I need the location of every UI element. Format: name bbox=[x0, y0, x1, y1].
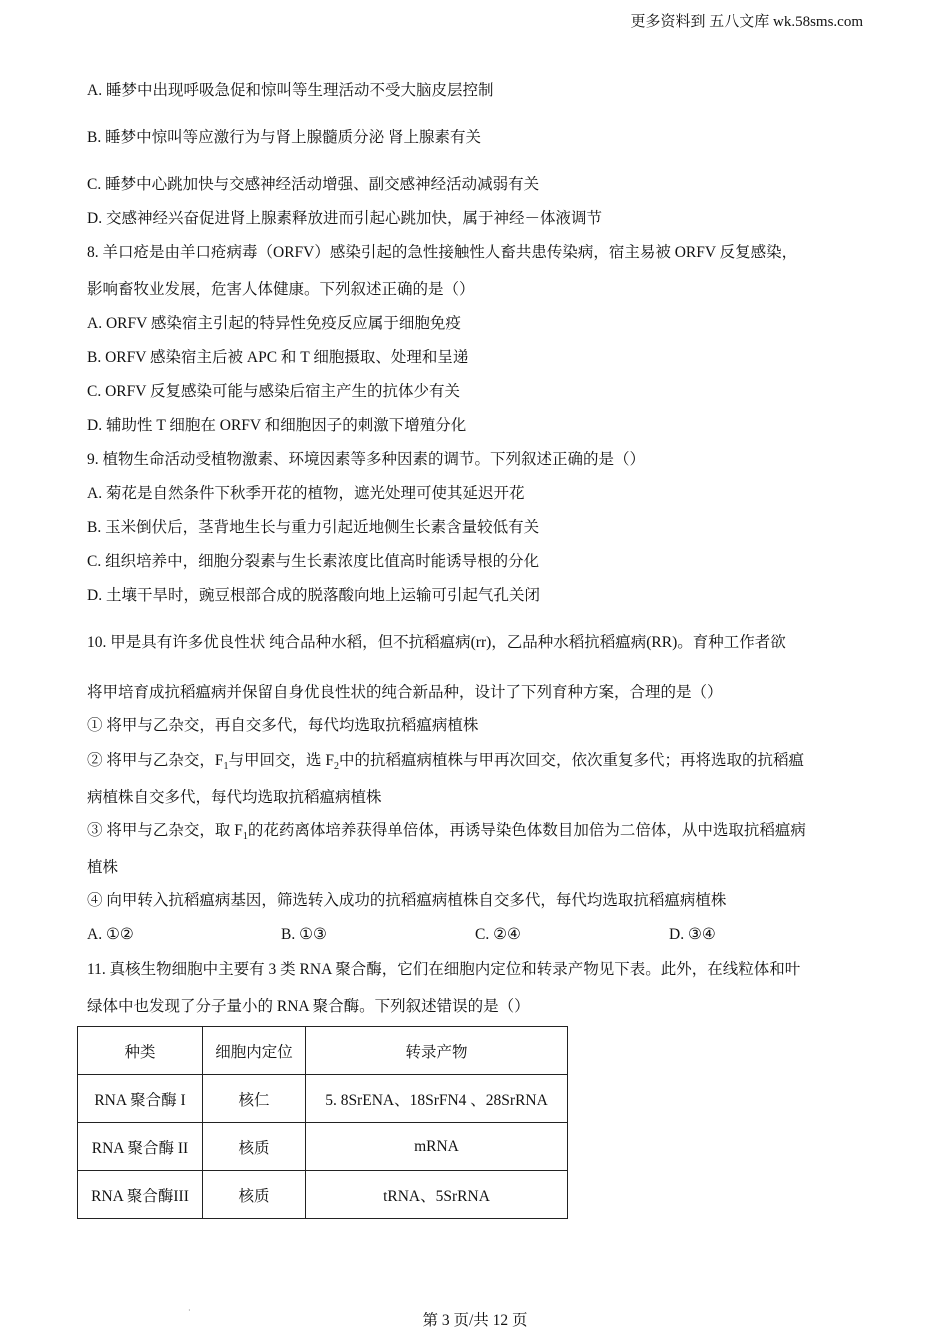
table-row bbox=[78, 1171, 568, 1219]
scheme-4: ④ 向甲转入抗稻瘟病基因，筛选转入成功的抗稻瘟病植株自交多代，每代均选取抗稻瘟病植株 bbox=[87, 892, 727, 909]
option-9d: D. 土壤干旱时，豌豆根部合成的脱落酸向地上运输可引起气孔关闭 bbox=[87, 587, 540, 604]
option-7b: B. 睡梦中惊叫等应激行为与肾上腺髓质分泌 肾上腺素有关 bbox=[87, 129, 481, 146]
table-header-row bbox=[78, 1027, 568, 1075]
table-header-cell: 细胞内定位 bbox=[203, 1027, 306, 1075]
table-row bbox=[78, 1075, 568, 1123]
table-cell: RNA 聚合酶 I bbox=[78, 1075, 203, 1123]
question-10-options bbox=[87, 925, 867, 945]
table-row bbox=[78, 1123, 568, 1171]
option-10c: C. ②④ bbox=[475, 926, 521, 943]
question-11-line2: 绿体中也发现了分子量小的 RNA 聚合酶。下列叙述错误的是（） bbox=[87, 998, 530, 1015]
scheme-3-line1: ③ 将甲与乙杂交，取 $F_1$的花药离体培养获得单倍体，再诱导染色体数目加倍为二倍体，从中选取抗稻瘟病 bbox=[87, 822, 806, 843]
scheme-2-line2: 病植株自交多代，每代均选取抗稻瘟病植株 bbox=[87, 789, 382, 806]
option-10a: A. ①② bbox=[87, 926, 134, 943]
option-9c: C. 组织培养中，细胞分裂素与生长素浓度比值高时能诱导根的分化 bbox=[87, 553, 540, 570]
option-10b: B. ①③ bbox=[281, 926, 327, 943]
option-8a: A. ORFV 感染宿主引起的特异性免疫反应属于细胞免疫 bbox=[87, 315, 461, 332]
table-header-cell: 种类 bbox=[78, 1027, 203, 1075]
table-header-cell: 转录产物 bbox=[306, 1027, 568, 1075]
option-10d: D. ③④ bbox=[669, 926, 716, 943]
table-cell: mRNA bbox=[306, 1123, 568, 1171]
table-cell: RNA 聚合酶III bbox=[78, 1171, 203, 1219]
option-8c: C. ORFV 反复感染可能与感染后宿主产生的抗体少有关 bbox=[87, 383, 461, 400]
question-10-line2: 将甲培育成抗稻瘟病并保留自身优良性状的纯合新品种，设计了下列育种方案，合理的是（） bbox=[87, 684, 723, 701]
option-8b: B. ORFV 感染宿主后被 APC 和 T 细胞摄取、处理和呈递 bbox=[87, 349, 469, 366]
question-11-line1: 11. 真核生物细胞中主要有 3 类 RNA 聚合酶，它们在细胞内定位和转录产物见下表。此外，在线粒体和叶 bbox=[87, 961, 801, 978]
table-cell: RNA 聚合酶 II bbox=[78, 1123, 203, 1171]
page-number: 第 3 页/共 12 页 bbox=[422, 1312, 528, 1329]
stray-mark: · bbox=[188, 1306, 191, 1315]
option-8d: D. 辅助性 T 细胞在 ORFV 和细胞因子的刺激下增殖分化 bbox=[87, 417, 467, 434]
question-10-line1: 10. 甲是具有许多优良性状 纯合品种水稻，但不抗稻瘟病(rr)，乙品种水稻抗稻瘟病(RR)。育种工作者欲 bbox=[87, 634, 786, 651]
question-9: 9. 植物生命活动受植物激素、环境因素等多种因素的调节。下列叙述正确的是（） bbox=[87, 451, 646, 468]
table-cell: 5. 8SrENA、18SrFN4 、28SrRNA bbox=[306, 1075, 568, 1123]
option-7a: A. 睡梦中出现呼吸急促和惊叫等生理活动不受大脑皮层控制 bbox=[87, 82, 494, 99]
question-8-line2: 影响畜牧业发展，危害人体健康。下列叙述正确的是（） bbox=[87, 281, 475, 298]
option-9a: A. 菊花是自然条件下秋季开花的植物，遮光处理可使其延迟开花 bbox=[87, 485, 525, 502]
scheme-2-line1: ② 将甲与乙杂交，$F_1$与甲回交，选 $F_2$中的抗稻瘟病植株与甲再次回交，依次重复多代；再将选取的抗稻瘟 bbox=[87, 752, 805, 773]
table-cell: 核质 bbox=[203, 1171, 306, 1219]
option-7c: C. 睡梦中心跳加快与交感神经活动增强、副交感神经活动减弱有关 bbox=[87, 176, 540, 193]
table-cell: 核仁 bbox=[203, 1075, 306, 1123]
scheme-1: ① 将甲与乙杂交，再自交多代，每代均选取抗稻瘟病植株 bbox=[87, 717, 479, 734]
table-cell: tRNA、5SrRNA bbox=[306, 1171, 568, 1219]
rna-polymerase-table bbox=[77, 1026, 568, 1219]
option-9b: B. 玉米倒伏后，茎背地生长与重力引起近地侧生长素含量较低有关 bbox=[87, 519, 540, 536]
question-8-line1: 8. 羊口疮是由羊口疮病毒（ORFV）感染引起的急性接触性人畜共患传染病，宿主易被 ORFV 反复感染， bbox=[87, 244, 798, 261]
header-source-text: 更多资料到 五八文库 wk.58sms.com bbox=[630, 14, 863, 30]
table-cell: 核质 bbox=[203, 1123, 306, 1171]
scheme-3-line2: 植株 bbox=[87, 859, 119, 876]
option-7d: D. 交感神经兴奋促进肾上腺素释放进而引起心跳加快，属于神经－体液调节 bbox=[87, 210, 602, 227]
